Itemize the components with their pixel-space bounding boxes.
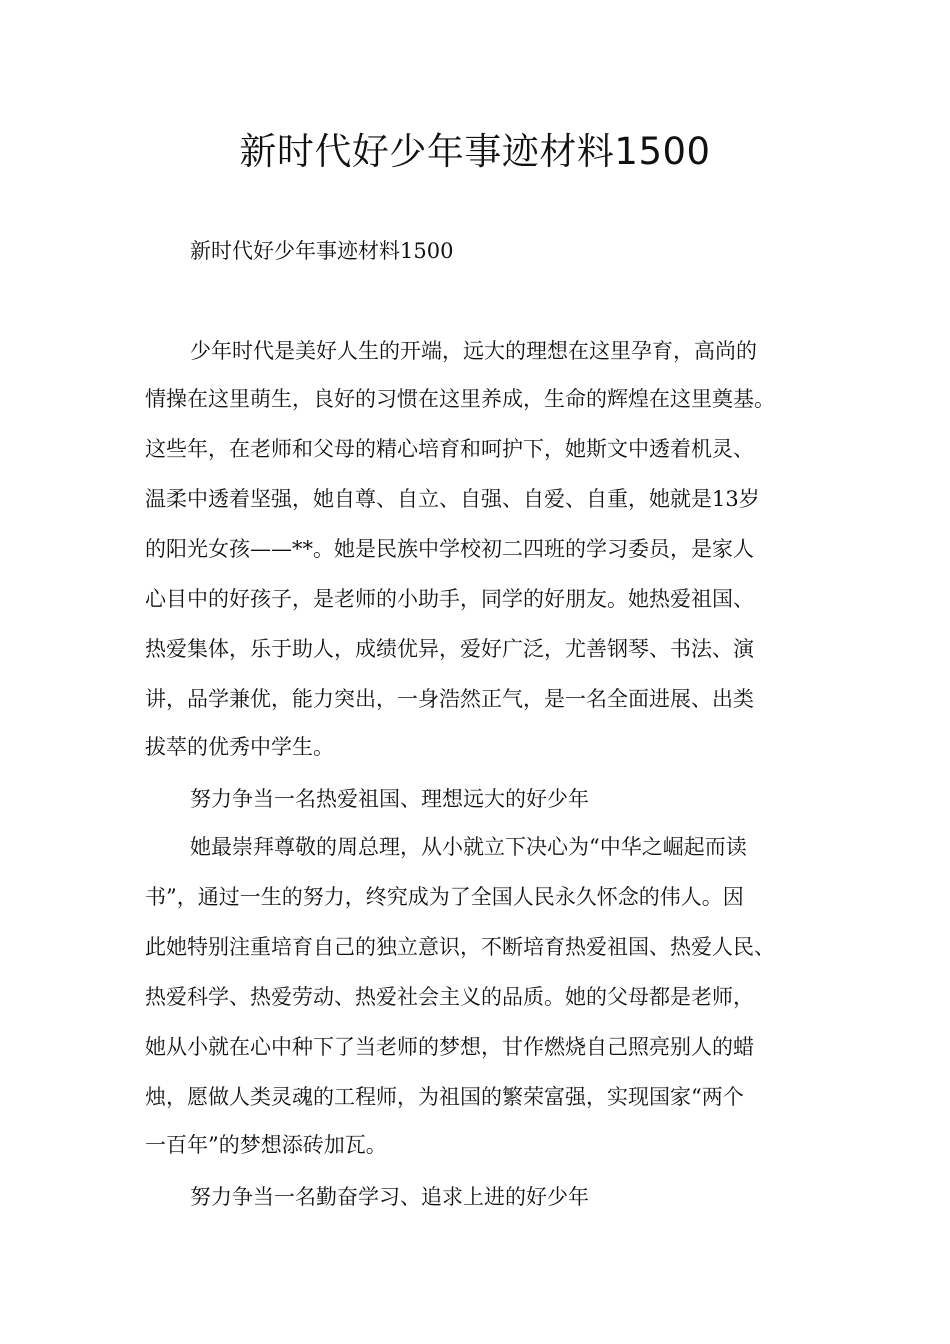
text-line: 此她特别注重培育自己的独立意识，不断培育热爱祖国、热爱人民、 (145, 935, 775, 959)
text-line: 她最崇拜尊敬的周总理，从小就立下决心为“中华之崛起而读 (190, 835, 747, 859)
page-title: 新时代好少年事迹材料1500 (239, 130, 711, 173)
text-line: 少年时代是美好人生的开端，远大的理想在这里孕育，高尚的 (190, 339, 757, 363)
text-line: 烛，愿做人类灵魂的工程师，为祖国的繁荣富强，实现国家“两个 (145, 1085, 744, 1109)
document-subtitle: 新时代好少年事迹材料1500 (190, 239, 454, 263)
section-heading: 努力争当一名勤奋学习、追求上进的好少年 (190, 1185, 589, 1209)
text-line: 一百年”的梦想添砖加瓦。 (145, 1133, 387, 1157)
text-line: 这些年，在老师和父母的精心培育和呵护下，她斯文中透着机灵、 (145, 437, 754, 461)
text-line: 拔萃的优秀中学生。 (145, 735, 334, 759)
text-line: 她从小就在心中种下了当老师的梦想，甘作燃烧自己照亮别人的蜡 (145, 1035, 754, 1059)
text-line: 讲，品学兼优，能力突出，一身浩然正气，是一名全面进展、出类 (145, 687, 754, 711)
text-line: 热爱集体，乐于助人，成绩优异，爱好广泛，尤善钢琴、书法、演 (145, 637, 754, 661)
text-line: 热爱科学、热爱劳动、热爱社会主义的品质。她的父母都是老师， (145, 985, 754, 1009)
text-line: 温柔中透着坚强，她自尊、自立、自强、自爱、自重，她就是13岁 (145, 487, 760, 511)
text-line: 书”，通过一生的努力，终究成为了全国人民永久怀念的伟人。因 (145, 885, 744, 909)
text-line: 心目中的好孩子，是老师的小助手，同学的好朋友。她热爱祖国、 (145, 587, 754, 611)
text-line: 情操在这里萌生，良好的习惯在这里养成，生命的辉煌在这里奠基。 (145, 387, 775, 411)
section-heading: 努力争当一名热爱祖国、理想远大的好少年 (190, 787, 589, 811)
text-line: 的阳光女孩——**。她是民族中学校初二四班的学习委员，是家人 (145, 537, 754, 561)
